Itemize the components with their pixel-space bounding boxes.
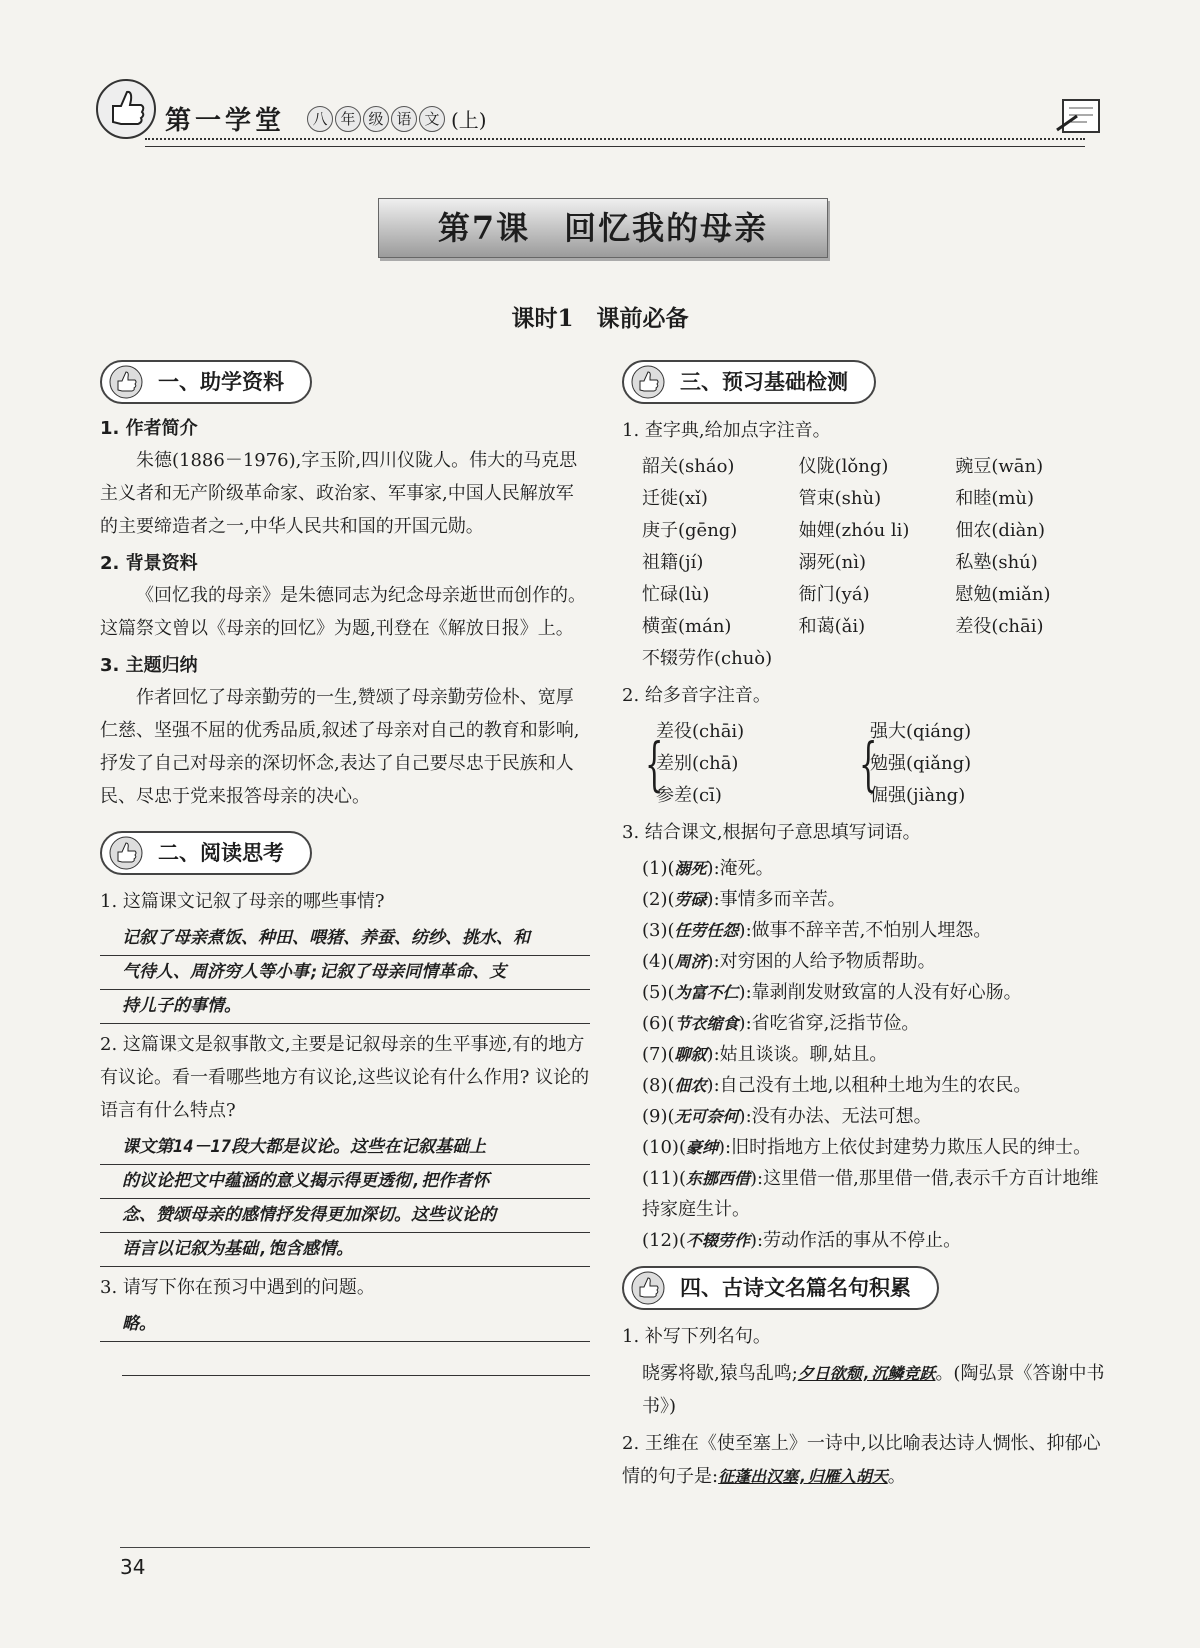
grade-char: 八: [307, 106, 333, 132]
fill-number: (12)(: [642, 1230, 686, 1251]
page-number: 34: [120, 1555, 146, 1579]
pinyin-grid: [622, 451, 1112, 675]
fill-item: [622, 1225, 1112, 1256]
left-column: [100, 360, 590, 1376]
fill-item: [622, 1039, 1112, 1070]
brace-icon: {: [645, 730, 664, 798]
fill-number: (11)(: [642, 1168, 686, 1189]
fill-answer: 为富不仁: [674, 983, 739, 1002]
question-text: 3. 结合课文,根据句子意思填写词语。: [622, 822, 921, 843]
answer-line: 持儿子的事情。: [100, 990, 590, 1024]
grade-char: 文: [419, 106, 445, 132]
fill-item: [622, 915, 1112, 946]
notebook-pen-icon: [1055, 96, 1105, 136]
pinyin-item: 和睦(mù): [955, 488, 1035, 509]
author-text: 朱德(1886－1976),字玉阶,四川仪陇人。伟大的马克思主义者和无产阶级革命家、政治家、军事家,中国人民解放军的主要缔造者之一,中华人民共和国的开国元勋。: [100, 450, 578, 537]
fill-definition: ):省吃省穿,泛指节俭。: [738, 1013, 920, 1034]
background-text: 《回忆我的母亲》是朱德同志为纪念母亲逝世而创作的。这篇祭文曾以《母亲的回忆》为题,刊登在《解放日报》上。: [100, 585, 586, 639]
fill-item: [622, 1132, 1112, 1163]
answer-line: 略。: [100, 1308, 590, 1342]
polyphone-group: [622, 716, 1112, 812]
line-answer: 征蓬出汉塞,归雁入胡天: [718, 1467, 888, 1486]
line-suffix: 。: [887, 1466, 906, 1487]
question-text: 3. 请写下你在预习中遇到的问题。: [100, 1277, 375, 1298]
fill-answer: 无可奈何: [674, 1107, 739, 1126]
grade-label: [307, 104, 487, 133]
grade-char: 年: [335, 106, 361, 132]
pinyin-item: 差役(chāi): [955, 616, 1044, 637]
fill-number: (7)(: [642, 1044, 675, 1065]
question-text: 2. 这篇课文是叙事散文,主要是记叙母亲的生平事迹,有的地方有议论。看一看哪些地方有议论,这些议论有什么作用? 议论的语言有什么特点?: [100, 1034, 590, 1121]
fill-number: (1)(: [642, 858, 675, 879]
famous-line-question: [622, 1427, 1112, 1493]
fill-answer: 佃农: [674, 1076, 707, 1095]
fill-number: (8)(: [642, 1075, 675, 1096]
fill-item: [622, 1101, 1112, 1132]
line-answer: 夕日欲颓,沉鳞竞跃: [797, 1364, 936, 1383]
pinyin-item: 横蛮(mán): [642, 616, 732, 637]
fill-answer: 任劳任怨: [674, 921, 739, 940]
fill-item: [622, 946, 1112, 977]
section-title-text: 三、预习基础检测: [680, 370, 848, 394]
pinyin-item: 私塾(shú): [955, 552, 1038, 573]
question-text: 1. 补写下列名句。: [622, 1326, 771, 1347]
answer-line: 的议论把文中蕴涵的意义揭示得更透彻,把作者怀: [100, 1165, 590, 1199]
fill-definition: ):这里借一借,那里借一借,表示千方百计地维持家庭生计。: [642, 1168, 1099, 1220]
question-text: 1. 这篇课文记叙了母亲的哪些事情?: [100, 891, 385, 912]
fill-number: (2)(: [642, 889, 675, 910]
pinyin-item: 豌豆(wān): [955, 456, 1044, 477]
answer-line: 气待人、周济穷人等小事;记叙了母亲同情革命、支: [100, 956, 590, 990]
fill-definition: ):自己没有土地,以租种土地为生的农民。: [706, 1075, 1032, 1096]
bottom-divider: [120, 1547, 590, 1548]
fill-definition: ):做事不辞辛苦,不怕别人埋怨。: [738, 920, 992, 941]
pinyin-item: 慰勉(miǎn): [955, 584, 1051, 605]
fill-definition: ):旧时指地方上依仗封建势力欺压人民的绅士。: [718, 1137, 1092, 1158]
famous-line-question: [622, 1357, 1112, 1423]
heading-author: 1. 作者简介: [100, 418, 198, 439]
section-header: [100, 831, 590, 875]
brand-title: 第一学堂: [165, 106, 286, 136]
pinyin-item: 妯娌(zhóu li): [798, 520, 910, 541]
header-divider: [145, 138, 1085, 147]
section-title: [100, 831, 312, 875]
section-title: [100, 360, 312, 404]
section-title-text: 四、古诗文名篇名句积累: [680, 1276, 911, 1300]
fill-answer: 东挪西借: [685, 1169, 750, 1188]
heading-background: 2. 背景资料: [100, 553, 198, 574]
polyphone-item: 强大(qiáng): [870, 721, 972, 742]
pinyin-item: 管束(shù): [798, 488, 882, 509]
pinyin-item: 忙碌(lù): [642, 584, 710, 605]
lesson-title: 第7课 回忆我的母亲: [378, 198, 828, 258]
fill-item: [622, 1008, 1112, 1039]
right-column: [622, 360, 1112, 1497]
polyphone-item: 倔强(jiàng): [870, 785, 966, 806]
pinyin-item: 溺死(nì): [798, 552, 867, 573]
fill-definition: ):事情多而辛苦。: [706, 889, 846, 910]
fill-answer: 节衣缩食: [674, 1014, 739, 1033]
brace-icon: {: [859, 730, 878, 798]
heading-theme: 3. 主题归纳: [100, 655, 198, 676]
fill-definition: ):靠剥削发财致富的人没有好心肠。: [738, 982, 1022, 1003]
line-suffix: 。(陶弘景《答谢中书书》): [642, 1363, 1105, 1417]
fill-definition: ):劳动作活的事从不停止。: [750, 1230, 962, 1251]
fill-answer: 溺死: [674, 859, 707, 878]
question-text: 1. 查字典,给加点字注音。: [622, 420, 831, 441]
grade-suffix: (上): [451, 108, 487, 132]
polyphone-item: 参差(cī): [656, 785, 722, 806]
grade-char: 级: [363, 106, 389, 132]
fill-number: (10)(: [642, 1137, 686, 1158]
thumbs-up-icon: [628, 1270, 668, 1306]
fill-definition: ):没有办法、无法可想。: [738, 1106, 932, 1127]
pinyin-item: 韶关(sháo): [642, 456, 735, 477]
polyphone-column: [656, 716, 856, 812]
fill-item: [622, 884, 1112, 915]
fill-answer: 周济: [674, 952, 707, 971]
thumbs-up-logo-icon: [95, 78, 157, 140]
pinyin-item: 仪陇(lǒng): [798, 456, 889, 477]
fill-number: (9)(: [642, 1106, 675, 1127]
fill-answer: 劳碌: [674, 890, 707, 909]
pinyin-item: 不辍劳作(chuò): [642, 648, 773, 669]
theme-text: 作者回忆了母亲勤劳的一生,赞颂了母亲勤劳俭朴、宽厚仁慈、坚强不屈的优秀品质,叙述了母亲对自己的教育和影响,抒发了自己对母亲的深切怀念,表达了自己要尽忠于民族和人民、尽忠于党来报答母亲的决心。: [100, 687, 580, 807]
pinyin-item: 衙门(yá): [798, 584, 870, 605]
fill-definition: ):淹死。: [706, 858, 774, 879]
fill-definition: ):对穷困的人给予物质帮助。: [706, 951, 936, 972]
thumbs-up-icon: [628, 364, 668, 400]
answer-line: 语言以记叙为基础,饱含感情。: [100, 1233, 590, 1267]
answer-line: 课文第14－17段大都是议论。这些在记叙基础上: [100, 1131, 590, 1165]
pinyin-item: 迁徙(xǐ): [642, 488, 708, 509]
thumbs-up-icon: [106, 364, 146, 400]
fill-definition: ):姑且谈谈。聊,姑且。: [706, 1044, 888, 1065]
fill-answer: 豪绅: [685, 1138, 718, 1157]
pinyin-item: 佃农(diàn): [955, 520, 1045, 541]
page-header: [95, 78, 1105, 150]
grade-char: 语: [391, 106, 417, 132]
fill-number: (4)(: [642, 951, 675, 972]
polyphone-item: 差役(chāi): [656, 721, 745, 742]
fill-answer: 聊叙: [674, 1045, 707, 1064]
fill-answer: 不辍劳作: [685, 1231, 750, 1250]
fill-item: [622, 853, 1112, 884]
answer-line: 念、赞颂母亲的感情抒发得更加深切。这些议论的: [100, 1199, 590, 1233]
pinyin-item: 祖籍(jí): [642, 552, 704, 573]
blank-answer-line: [122, 1342, 590, 1376]
thumbs-up-icon: [106, 835, 146, 871]
fill-number: (3)(: [642, 920, 675, 941]
line-prefix: 2. 王维在《使至塞上》一诗中,以比喻表达诗人惆怅、抑郁心情的句子是:: [622, 1433, 1101, 1487]
section-header: [622, 360, 1112, 404]
pinyin-item: 庚子(gēng): [642, 520, 738, 541]
fill-number: (5)(: [642, 982, 675, 1003]
answer-line: 记叙了母亲煮饭、种田、喂猪、养蚕、纺纱、挑水、和: [100, 922, 590, 956]
polyphone-item: 勉强(qiǎng): [870, 753, 972, 774]
session-title: 课时1 课前必备: [511, 305, 689, 332]
line-prefix: 晓雾将歇,猿鸟乱鸣;: [642, 1363, 798, 1384]
section-title-text: 二、阅读思考: [158, 841, 284, 865]
section-header: [100, 360, 590, 404]
polyphone-column: [870, 716, 1070, 812]
fill-item: [622, 1163, 1112, 1225]
section-header: [622, 1266, 1112, 1310]
section-title: [622, 360, 876, 404]
section-title: [622, 1266, 939, 1310]
question-text: 2. 给多音字注音。: [622, 685, 771, 706]
fill-number: (6)(: [642, 1013, 675, 1034]
fill-item: [622, 977, 1112, 1008]
polyphone-item: 差别(chā): [656, 753, 739, 774]
fill-item: [622, 1070, 1112, 1101]
pinyin-item: 和蔼(ǎi): [798, 616, 866, 637]
section-title-text: 一、助学资料: [158, 370, 284, 394]
